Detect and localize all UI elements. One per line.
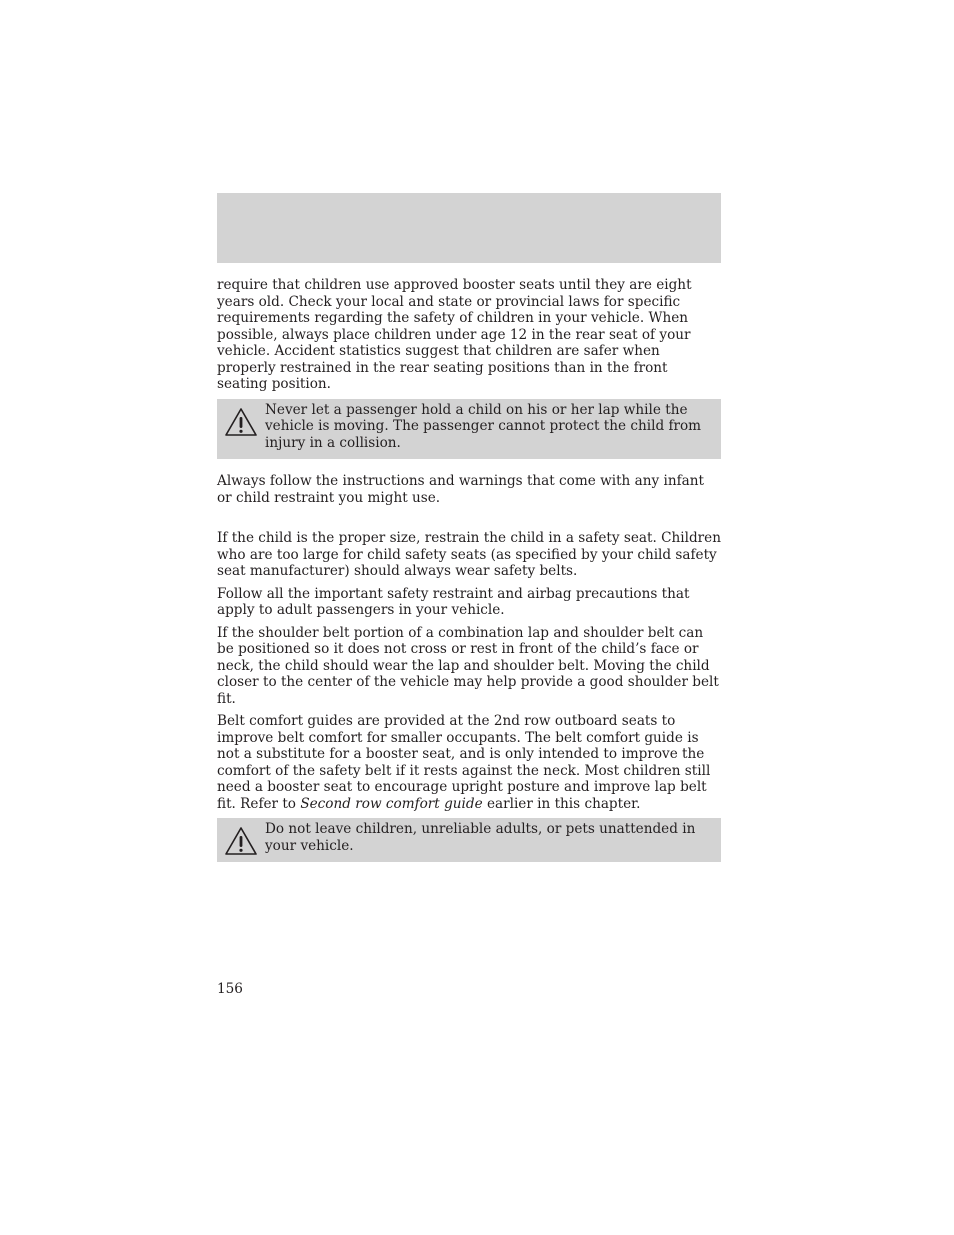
warning-triangle-icon: [223, 406, 259, 438]
paragraph-follow-instructions: Always follow the instructions and warnings that come with any infant or child restraint you might use.: [217, 473, 704, 506]
comfort-guide-reference: Second row comfort guide: [300, 795, 483, 812]
paragraph-booster-seats: require that children use approved booster seats until they are eight years old. Check your local and state or provincial laws for specific requirements regarding the safety of children in your vehicle. When possible, always place children under age 12 in the rear seat of your vehicle. Accident statistics suggest that children are safer when properly restrained in the rear seating positions than in the front seating position.: [217, 277, 692, 392]
warning-box-unattended: [217, 818, 721, 862]
page-number: 156: [217, 981, 243, 997]
belt-guide-text-end: earlier in this chapter.: [482, 795, 641, 812]
belt-guide-text-start: Belt comfort guides are provided at the 2nd row outboard seats to improve belt comfort for smaller occupants. The belt comfort guide is not a substitute for a booster seat, and is only intended to improve the comfort of the safety belt if it rests against the neck. Most children still need a booster seat to encourage upright posture and improve lap belt fit. Refer to: [217, 713, 711, 812]
paragraph-precautions: Follow all the important safety restraint and airbag precautions that apply to adult passengers in your vehicle.: [217, 585, 690, 618]
warning-text-lap: Never let a passenger hold a child on his or her lap while the vehicle is moving. The passenger cannot protect the child from injury in a collision.: [265, 401, 702, 451]
warning-triangle-icon: [223, 825, 259, 857]
warning-box-lap: [217, 399, 721, 460]
paragraph-belt-comfort-guides: [217, 713, 721, 812]
header-band: [217, 193, 721, 263]
paragraph-proper-size: If the child is the proper size, restrain the child in a safety seat. Children who are too large for child safety seats (as specified by your child safety seat manufacturer) should always wear safety belts.: [217, 530, 721, 579]
warning-text-unattended: Do not leave children, unreliable adults, or pets unattended in your vehicle.: [265, 821, 696, 854]
page-content: [217, 277, 721, 876]
paragraph-shoulder-belt: If the shoulder belt portion of a combination lap and shoulder belt can be positioned so it does not cross or rest in front of the child’s face or neck, the child should wear the lap and shoulder belt. Moving the child closer to the center of the vehicle may help provide a good shoulder belt fit.: [217, 624, 719, 707]
